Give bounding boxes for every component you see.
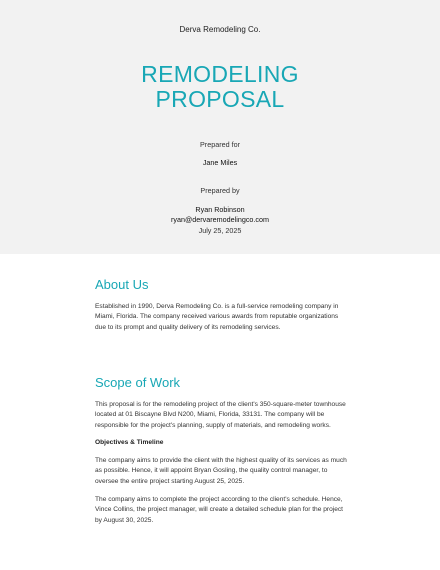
document-title (0, 62, 440, 112)
proposal-date: July 25, 2025 (198, 226, 242, 235)
prepared-for-label: Prepared for (200, 140, 240, 149)
title-line-1: REMODELING (141, 61, 299, 87)
scope-heading: Scope of Work (95, 375, 181, 390)
scope-paragraph: This proposal is for the remodeling project of the client's 350-square-meter townhouse located at 01 Biscayne Blvd N200, Miami, Florida, 33131. The company will be responsible for the project's planning, supply of materials, and remodeling works. (95, 401, 346, 429)
contact-email: ryan@dervaremodelingco.com (171, 215, 269, 224)
title-line-2: PROPOSAL (155, 86, 285, 112)
about-heading: About Us (95, 277, 149, 292)
objectives-paragraph-2: The company aims to complete the project according to the client's schedule. Hence, Vince Collins, the project manager, will create a detailed schedule plan for the project by August 30, 2025. (95, 496, 344, 524)
objectives-subheading: Objectives & Timeline (95, 439, 164, 446)
about-paragraph: Established in 1990, Derva Remodeling Co. is a full-service remodeling company in Miami, Florida. The company received various awards from reputable organizations due to its prompt and quality delivery of its remodeling services. (95, 303, 339, 331)
cover-section (0, 0, 440, 254)
prepared-by-label: Prepared by (200, 186, 240, 195)
objectives-paragraph-1: The company aims to provide the client with the highest quality of its services as much as possible. Hence, it will appoint Bryan Gosling, the quality control manager, to oversee the entire project starting August 25, 2025. (95, 457, 347, 485)
prepared-by-name: Ryan Robinson (195, 205, 245, 214)
prepared-for-name: Jane Miles (202, 158, 238, 167)
company-name: Derva Remodeling Co. (179, 25, 261, 34)
